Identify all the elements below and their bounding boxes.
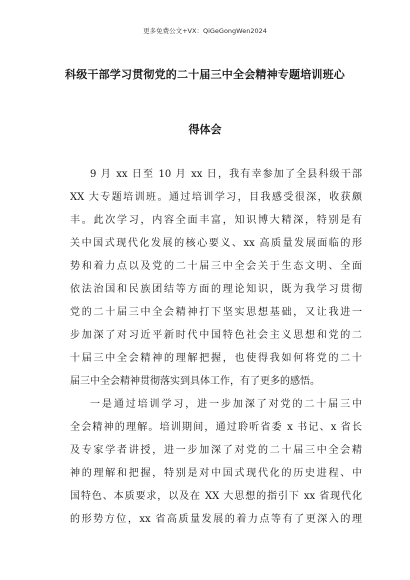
body-line: 全会精神的理解。培训期间，通过聆听省委 x 书记、x 省长 [70, 422, 362, 433]
body-line: 9 月 xx 日至 10 月 xx 日，我有幸参加了全县科级干部 [90, 169, 362, 180]
body-line: 关中国式现代化发展的核心要义、xx 高质量发展面临的形 [70, 238, 362, 249]
body-line: 党的二十届三中全会精神打下坚实思想基础，又让我进一 [70, 307, 362, 318]
body-line: 及专家学者讲授，进一步加深了对党的二十届三中全会精 [70, 445, 362, 456]
body-line: 十届三中全会精神的理解把握，也使得我如何将党的二十 [70, 353, 362, 364]
body-line: 丰。此次学习，内容全面丰富，知识博大精深，特别是有 [70, 215, 362, 226]
body-line: 神的理解和把握，特别是对中国式现代化的历史进程、中 [70, 468, 362, 479]
body-line: 届三中全会精神贯彻落实到具体工作，有了更多的感悟。 [70, 376, 320, 387]
body-text [70, 163, 362, 531]
header-note: 更多免费公文+VX：QiGeGongWen2024 [143, 27, 267, 35]
body-line: 的形势方位，xx 省高质量发展的着力点等有了更深入的理 [70, 514, 362, 525]
document-title-line-1: 科级干部学习贯彻党的二十届三中全会精神专题培训班心 [65, 68, 345, 81]
document-title-line-2: 得体会 [188, 123, 222, 136]
body-line: 国特色、本质要求，以及在 XX 大思想的指引下 xx 省现代化 [70, 491, 362, 502]
body-line: 依法治国和民族团结等方面的理论知识，既为我学习贯彻 [70, 284, 362, 295]
body-line: XX 大专题培训班。通过培训学习，目我感受很深，收获颇 [70, 192, 362, 203]
body-line: 一是通过培训学习，进一步加深了对党的二十届三中 [90, 399, 362, 410]
body-line: 步加深了对习近平新时代中国特色社会主义思想和党的二 [70, 330, 362, 341]
body-line: 势和着力点以及党的二十届三中全会关于生态文明、全面 [70, 261, 362, 272]
